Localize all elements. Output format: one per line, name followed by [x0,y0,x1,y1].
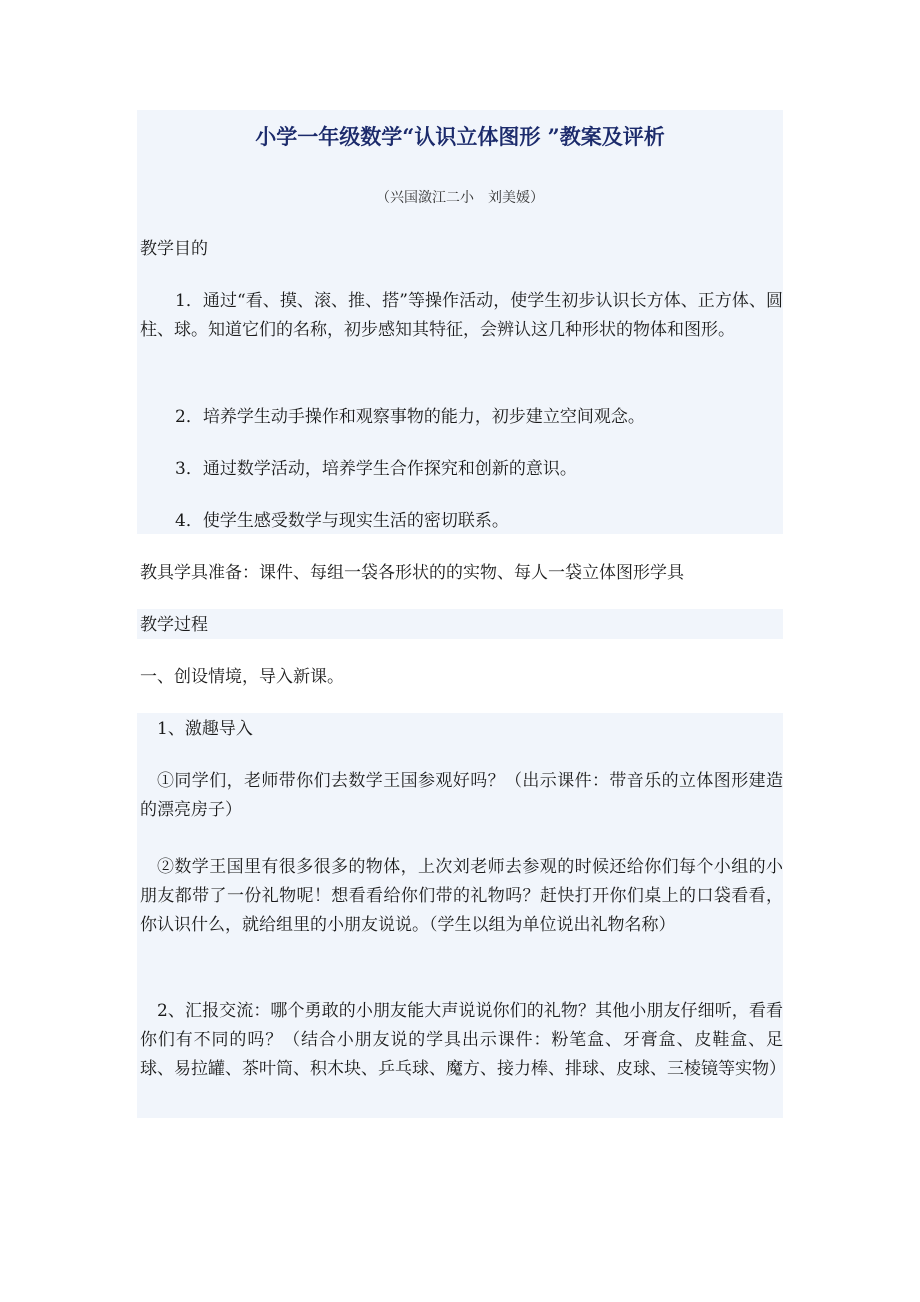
objective-item-4: 4．使学生感受数学与现实生活的密切联系。 [175,511,509,531]
objective-item-2: 2．培养学生动手操作和观察事物的能力，初步建立空间观念。 [175,407,645,427]
step-1-heading: 1、激趣导入 [157,719,253,739]
step-1-paragraph-2: ②数学王国里有很多很多的物体，上次刘老师去参观的时候还给你们每个小组的小朋友都带了一份礼物呢！想看看给你们带的礼物吗？赶快打开你们桌上的口袋看看，你认识什么，就给组里的小朋友说说。（学生以组为单位说出礼物名称） [140,857,783,935]
objective-item-3: 3．通过数学活动，培养学生合作探究和创新的意识。 [175,459,577,479]
document-title: 小学一年级数学“认识立体图形 ”教案及评析 [255,124,665,149]
materials-line: 教具学具准备：课件、每组一袋各形状的的实物、每人一袋立体图形学具 [140,563,684,583]
objective-item-1: 1．通过“看、摸、滚、推、搭”等操作活动，使学生初步认识长方体、正方体、圆柱、球。知道它们的名称，初步感知其特征，会辨认这几种形状的物体和图形。 [140,291,783,340]
process-heading: 教学过程 [140,615,208,635]
step-2-paragraph: 2、汇报交流：哪个勇敢的小朋友能大声说说你们的礼物？其他小朋友仔细听，看看你们有不同的吗？（结合小朋友说的学具出示课件：粉笔盒、牙膏盒、皮鞋盒、足球、易拉罐、茶叶筒、积木块、乒乓球、魔方、接力棒、排球、皮球、三棱镜等实物） [140,1001,786,1079]
section-1-heading: 一、创设情境，导入新课。 [140,667,344,687]
objectives-heading: 教学目的 [140,239,208,259]
document-author: （兴国潋江二小 刘美媛） [376,190,544,206]
step-1-paragraph-1: ①同学们，老师带你们去数学王国参观好吗？（出示课件：带音乐的立体图形建造的漂亮房子） [140,771,783,820]
